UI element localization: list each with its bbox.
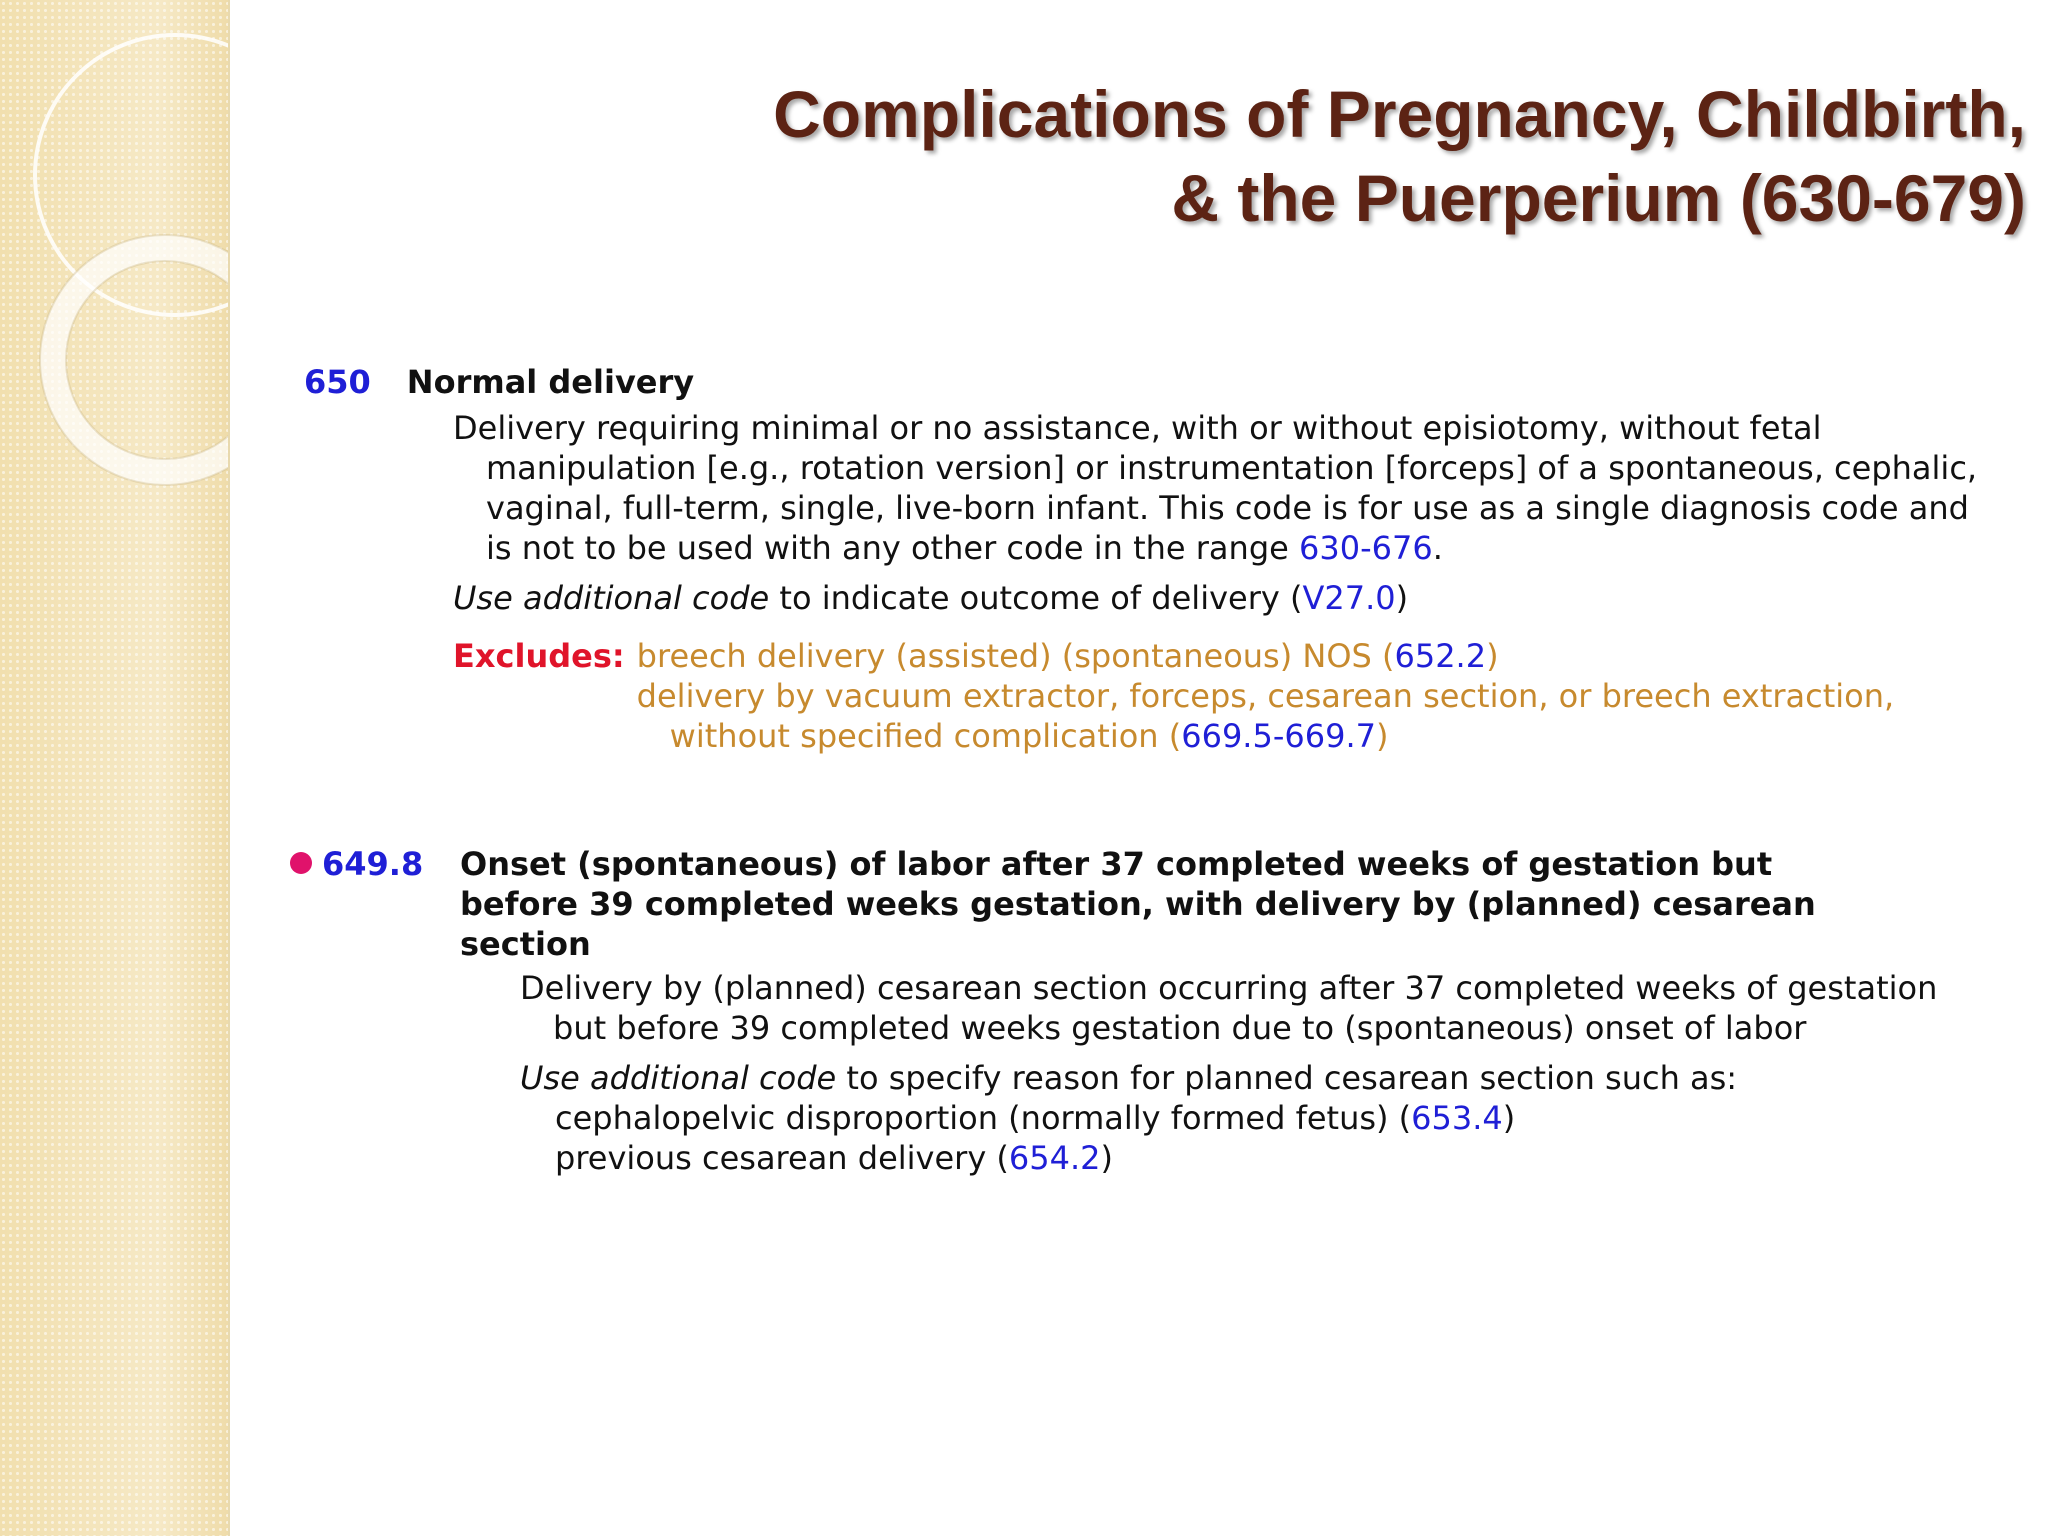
excludes-item bbox=[637, 676, 1983, 756]
excludes-item-text: breech delivery (assisted) (spontaneous) NOS ( bbox=[636, 637, 1395, 675]
reason-text: previous cesarean delivery ( bbox=[555, 1139, 1009, 1177]
range-code-link[interactable]: 630-676 bbox=[1298, 529, 1433, 567]
entry-title bbox=[460, 844, 1990, 964]
reason-item bbox=[520, 1098, 1960, 1138]
slide-title bbox=[526, 72, 2026, 240]
reason-text: cephalopelvic disproportion (normally formed fetus) ( bbox=[555, 1099, 1412, 1137]
use-note-text: to specify reason for planned cesarean section such as: bbox=[846, 1059, 1738, 1097]
entry-title-line: before 39 completed weeks gestation, with delivery by (planned) cesarean bbox=[460, 885, 1816, 923]
entry-body bbox=[453, 408, 1983, 756]
use-additional-code-note bbox=[520, 1058, 1960, 1098]
use-additional-code-note bbox=[453, 578, 1983, 618]
code-entry-650 bbox=[304, 362, 1984, 756]
entry-code-cell bbox=[290, 844, 460, 964]
excludes-item-end: ) bbox=[1375, 717, 1389, 755]
excludes-list bbox=[637, 636, 1983, 756]
code-number: 649.8 bbox=[322, 845, 424, 883]
new-code-bullet-icon bbox=[290, 852, 312, 874]
excludes-code-link[interactable]: 669.5-669.7 bbox=[1181, 717, 1376, 755]
description-end: . bbox=[1432, 529, 1443, 567]
slide-title-line-1: Complications of Pregnancy, Childbirth, bbox=[773, 77, 2026, 151]
reason-end: ) bbox=[1100, 1139, 1113, 1177]
entry-description: Delivery by (planned) cesarean section occurring after 37 completed weeks of gestation but before 39 completed weeks gestation due to (spontaneous) onset of labor bbox=[520, 969, 1938, 1047]
reason-code-link[interactable]: 653.4 bbox=[1411, 1099, 1503, 1137]
excludes-code-link[interactable]: 652.2 bbox=[1394, 637, 1487, 675]
excludes-item-text: delivery by vacuum extractor, forceps, cesarean section, or breech extraction, without specified complication ( bbox=[636, 677, 1895, 755]
excludes-item-end: ) bbox=[1486, 637, 1499, 675]
reason-end: ) bbox=[1502, 1099, 1516, 1137]
entry-title-line: section bbox=[460, 925, 591, 963]
excludes-block bbox=[453, 636, 1983, 756]
entry-title: Normal delivery bbox=[406, 363, 695, 401]
slide-title-line-2: & the Puerperium (630-679) bbox=[1171, 161, 2026, 235]
v27-code-link[interactable]: V27.0 bbox=[1302, 579, 1396, 617]
excludes-label: Excludes: bbox=[453, 637, 625, 675]
reason-item bbox=[520, 1138, 1960, 1178]
decorative-rings-icon bbox=[0, 0, 228, 520]
use-additional-code-label: Use additional code bbox=[520, 1059, 837, 1097]
code-entry-649-8 bbox=[290, 844, 1990, 1178]
reason-code-link[interactable]: 654.2 bbox=[1008, 1139, 1101, 1177]
description-text: Delivery requiring minimal or no assistance, with or without episiotomy, without fetal manipulation [e.g., rotation version] or instrumentation [forceps] of a spontaneous, cephalic, vaginal, full-term, single, live-born infant. This code is for use as a single diagnosis code and is not to be used with any other code in the range bbox=[453, 409, 1978, 567]
use-additional-code-label: Use additional code bbox=[453, 579, 770, 617]
decorative-sidebar bbox=[0, 0, 230, 1536]
code-number: 650 bbox=[304, 363, 371, 401]
entry-heading bbox=[304, 362, 1984, 402]
use-note-end: ) bbox=[1395, 579, 1409, 617]
entry-title-line: Onset (spontaneous) of labor after 37 completed weeks of gestation but bbox=[460, 845, 1773, 883]
use-note-text: to indicate outcome of delivery ( bbox=[779, 579, 1303, 617]
entry-description bbox=[453, 408, 1983, 568]
excludes-item bbox=[637, 636, 1983, 676]
entry-body bbox=[520, 968, 1960, 1178]
entry-heading bbox=[290, 844, 1990, 964]
